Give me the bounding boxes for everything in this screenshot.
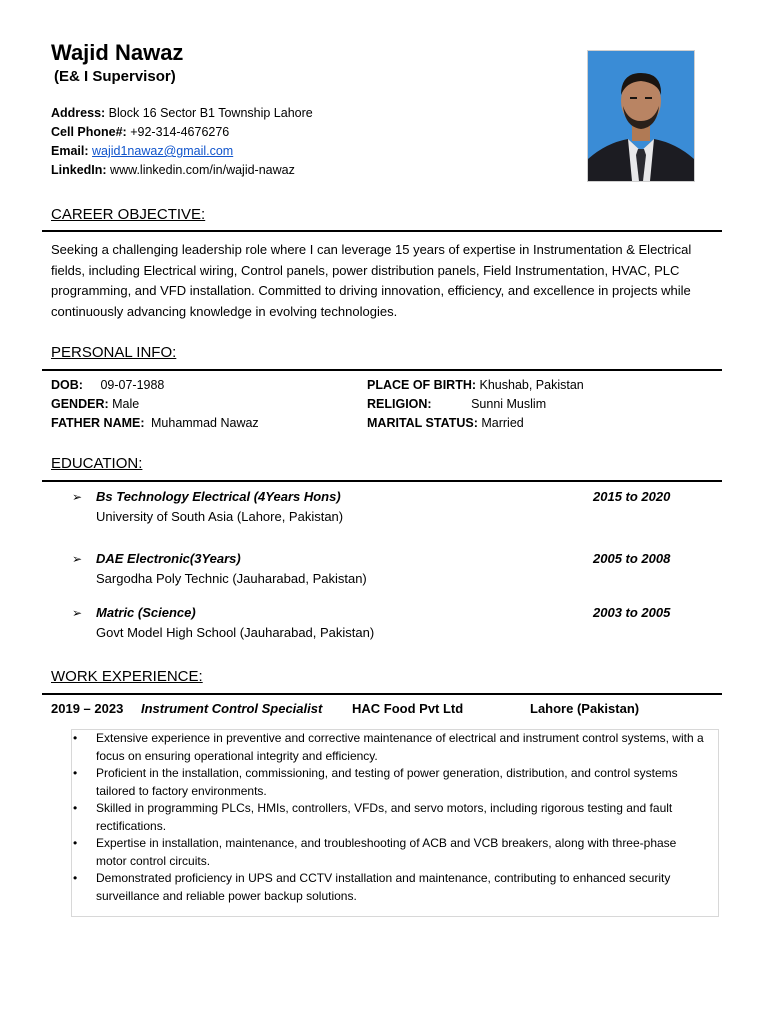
email-line	[51, 142, 233, 161]
job-company: HAC Food Pvt Ltd	[352, 701, 464, 716]
gender-value: Male	[112, 397, 140, 411]
marital-line	[367, 414, 524, 433]
job-duties-list	[72, 730, 718, 905]
list-item	[72, 870, 710, 905]
email-link[interactable]: wajid1nawaz@gmail.com	[92, 144, 234, 158]
profile-photo	[587, 50, 695, 182]
phone-value: +92-314-4676276	[130, 125, 230, 139]
address-value: Block 16 Sector B1 Township Lahore	[108, 106, 313, 120]
arrow-bullet-icon: ➢	[72, 552, 83, 566]
duty-text: Proficient in the installation, commissioning, and testing of power generation, distribution, and control systems tailored to factory environments.	[96, 766, 678, 798]
education-degree: Matric (Science)	[96, 605, 196, 620]
father-value: Muhammad Nawaz	[151, 416, 259, 430]
marital-label: MARITAL STATUS:	[367, 416, 478, 430]
list-item	[72, 835, 710, 870]
phone-line	[51, 123, 229, 142]
duty-text: Expertise in installation, maintenance, and troubleshooting of ACB and VCB breakers, along with three-phase motor control circuits.	[96, 836, 677, 868]
divider-objective	[42, 230, 722, 232]
religion-label: RELIGION:	[367, 397, 432, 411]
duty-text: Demonstrated proficiency in UPS and CCTV installation and maintenance, contributing to enhanced security surveillance and reliable power backup solutions.	[96, 871, 671, 903]
pob-value: Khushab, Pakistan	[479, 378, 584, 392]
phone-label: Cell Phone#:	[51, 125, 127, 139]
pob-line	[367, 376, 584, 395]
job-role: Instrument Control Specialist	[141, 701, 323, 716]
list-item	[72, 800, 710, 835]
section-work-experience: WORK EXPERIENCE:	[51, 668, 203, 685]
bullet-dot-icon: •	[73, 871, 78, 885]
marital-value: Married	[481, 416, 524, 430]
education-degree: DAE Electronic(3Years)	[96, 551, 241, 566]
job-period: 2019 – 2023	[51, 701, 124, 716]
list-item	[72, 730, 710, 765]
address-label: Address:	[51, 106, 106, 120]
divider-work	[42, 693, 722, 695]
dob-label: DOB:	[51, 378, 83, 392]
pob-label: PLACE OF BIRTH:	[367, 378, 477, 392]
bullet-dot-icon: •	[73, 766, 78, 780]
father-label: FATHER NAME:	[51, 416, 145, 430]
section-education: EDUCATION:	[51, 455, 143, 472]
religion-line	[367, 395, 546, 414]
email-label: Email:	[51, 144, 89, 158]
education-years: 2005 to 2008	[593, 551, 671, 566]
profile-photo-illustration	[588, 51, 694, 181]
father-line	[51, 414, 259, 433]
candidate-name: Wajid Nawaz	[51, 40, 184, 65]
job-duties-box	[71, 729, 719, 917]
education-school: Sargodha Poly Technic (Jauharabad, Pakistan)	[96, 571, 367, 586]
linkedin-label: LinkedIn:	[51, 163, 107, 177]
duty-text: Skilled in programming PLCs, HMIs, controllers, VFDs, and servo motors, including rigorous testing and fault rectifications.	[96, 801, 673, 833]
education-school: Govt Model High School (Jauharabad, Pakistan)	[96, 625, 375, 640]
education-degree: Bs Technology Electrical (4Years Hons)	[96, 489, 341, 504]
bullet-dot-icon: •	[73, 731, 78, 745]
gender-label: GENDER:	[51, 397, 109, 411]
arrow-bullet-icon: ➢	[72, 606, 83, 620]
objective-text: Seeking a challenging leadership role where I can leverage 15 years of expertise in Instrumentation & Electrical fields, including Electrical wiring, Control panels, power distribution panels, Field Instrumentation, HVAC, PLC programming, and VFD installation. Committed to driving innovation, efficiency, and excellence in projects while continuously advancing knowledge in evolving technologies.	[51, 242, 692, 319]
education-years: 2003 to 2005	[593, 605, 671, 620]
job-location: Lahore (Pakistan)	[530, 701, 640, 716]
religion-value: Sunni Muslim	[471, 397, 547, 411]
section-career-objective: CAREER OBJECTIVE:	[51, 206, 206, 223]
duty-text: Extensive experience in preventive and corrective maintenance of electrical and instrument control systems, with a focus on ensuring operational integrity and efficiency.	[96, 731, 704, 763]
bullet-dot-icon: •	[73, 801, 78, 815]
list-item	[72, 765, 710, 800]
divider-education	[42, 480, 722, 482]
gender-line	[51, 395, 139, 414]
education-years: 2015 to 2020	[593, 489, 671, 504]
education-school: University of South Asia (Lahore, Pakistan)	[96, 509, 344, 524]
address-line	[51, 104, 313, 123]
linkedin-value: www.linkedin.com/in/wajid-nawaz	[110, 163, 295, 177]
dob-value: 09-07-1988	[100, 378, 165, 392]
linkedin-line	[51, 161, 295, 180]
divider-personal	[42, 369, 722, 371]
section-personal-info: PERSONAL INFO:	[51, 344, 177, 361]
arrow-bullet-icon: ➢	[72, 490, 83, 504]
candidate-title: (E& I Supervisor)	[54, 68, 176, 85]
bullet-dot-icon: •	[73, 836, 78, 850]
dob-line	[51, 376, 164, 395]
